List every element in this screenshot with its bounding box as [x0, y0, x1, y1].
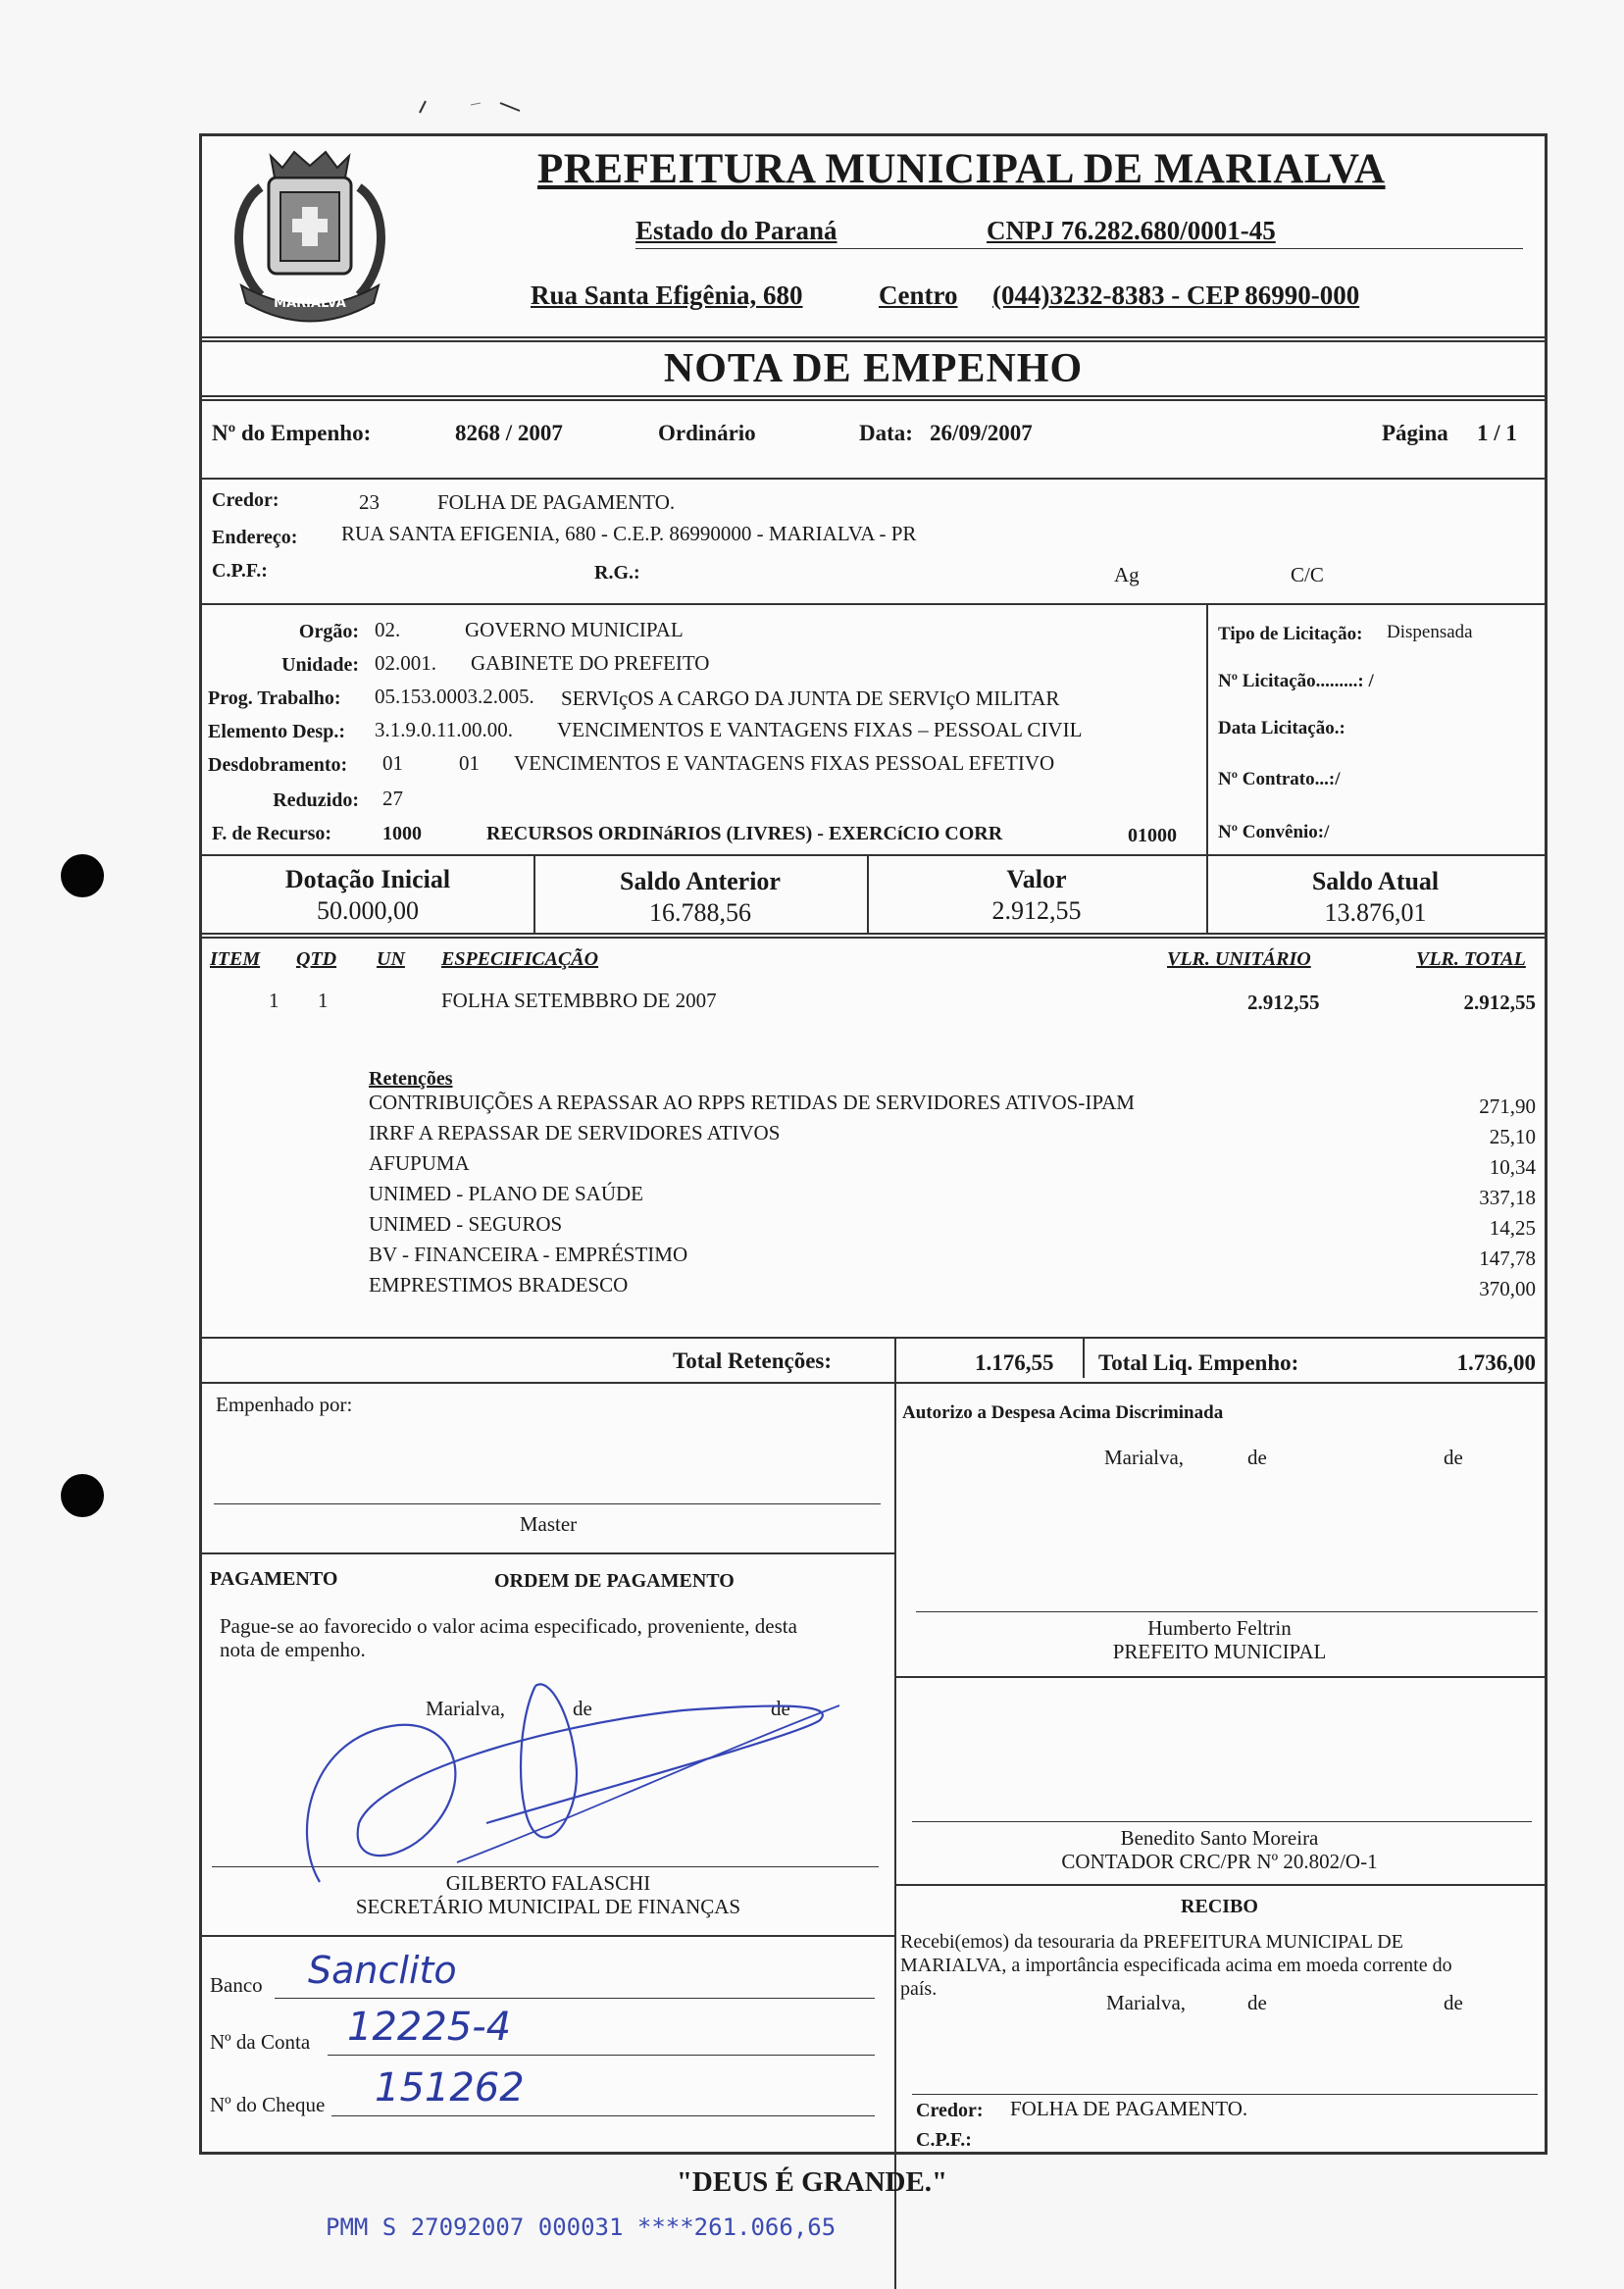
valor-value: 2.912,55	[991, 896, 1082, 925]
credor-name: FOLHA DE PAGAMENTO.	[437, 490, 676, 514]
retencao-desc: IRRF A REPASSAR DE SERVIDORES ATIVOS	[369, 1121, 781, 1144]
retencao-value: 271,90	[1479, 1094, 1536, 1118]
retencao-desc: BV - FINANCEIRA - EMPRÉSTIMO	[369, 1243, 688, 1266]
district-label: Centro	[879, 280, 958, 310]
autorizo-de-1: de	[1247, 1446, 1267, 1469]
endereco-label: Endereço:	[212, 527, 298, 548]
recibo-text-1: Recebi(emos) da tesouraria da PREFEITURA MUNICIPAL DE	[900, 1931, 1403, 1953]
valor-label: Valor	[1006, 865, 1067, 893]
desdobramento-code-1: 01	[382, 751, 403, 775]
item-number: 1	[269, 989, 279, 1012]
reduzido-label: Reduzido:	[273, 789, 359, 811]
orgao-label: Orgão:	[298, 621, 359, 642]
autorizo-de-2: de	[1444, 1446, 1463, 1469]
total-liquido-value: 1.736,00	[1456, 1350, 1536, 1375]
saldo-anterior-value: 16.788,56	[649, 898, 751, 927]
total-retencoes-value: 1.176,55	[975, 1350, 1054, 1375]
scan-mark	[412, 93, 530, 123]
prog-trabalho-code: 05.153.0003.2.005.	[375, 685, 534, 708]
recurso-code: 1000	[382, 823, 422, 844]
recibo-title: RECIBO	[1181, 1896, 1258, 1917]
prefeito-role: PREFEITO MUNICIPAL	[1112, 1640, 1327, 1663]
recibo-text-3: país.	[900, 1978, 938, 2000]
recurso-name: RECURSOS ORDINáRIOS (LIVRES) - EXERCíCIO CORR	[486, 823, 1003, 844]
svg-text:MARIALVA: MARIALVA	[274, 296, 346, 311]
phone-cep-label: (044)3232-8383 - CEP 86990-000	[992, 280, 1360, 310]
credor-label: Credor:	[212, 489, 279, 511]
col-qtd: QTD	[296, 948, 337, 970]
contador-role: CONTADOR CRC/PR Nº 20.802/O-1	[1061, 1850, 1378, 1873]
item-spec: FOLHA SETEMBBRO DE 2007	[441, 989, 717, 1012]
orgao-code: 02.	[375, 618, 401, 641]
elemento-label: Elemento Desp.:	[208, 721, 345, 742]
municipal-crest-icon	[212, 138, 408, 334]
retencao-value: 14,25	[1489, 1216, 1536, 1240]
elemento-code: 3.1.9.0.11.00.00.	[375, 718, 513, 741]
prefeito-name: Humberto Feltrin	[1147, 1616, 1292, 1640]
recibo-de-2: de	[1444, 1991, 1463, 2014]
empenho-date-label: Data:	[859, 421, 913, 445]
empenho-number-label: Nº do Empenho:	[212, 421, 372, 445]
retencao-desc: CONTRIBUIÇÕES A REPASSAR AO RPPS RETIDAS DE SERVIDORES ATIVOS-IPAM	[369, 1091, 1135, 1114]
recibo-text-2: MARIALVA, a importância especificada acima em moeda corrente do	[900, 1955, 1452, 1976]
col-unit-value: VLR. UNITÁRIO	[1167, 948, 1311, 970]
orgao-name: GOVERNO MUNICIPAL	[465, 618, 684, 641]
cpf-label: C.P.F.:	[212, 560, 268, 582]
item-total-value: 2.912,55	[1463, 991, 1536, 1014]
empenho-document	[199, 133, 1548, 2155]
credor-code: 23	[359, 490, 380, 514]
empenho-number: 8268 / 2007	[455, 421, 563, 445]
col-spec: ESPECIFICAÇÃO	[441, 948, 599, 970]
empenho-type: Ordinário	[658, 421, 756, 445]
pagamento-label: PAGAMENTO	[210, 1568, 338, 1590]
desdobramento-label: Desdobramento:	[208, 754, 348, 776]
pagamento-de-2: de	[771, 1697, 790, 1720]
autorizo-label: Autorizo a Despesa Acima Discriminada	[902, 1402, 1224, 1423]
numero-convenio: Nº Convênio:/	[1218, 822, 1330, 842]
cheque-label: Nº do Cheque	[210, 2093, 326, 2116]
retencao-desc: EMPRESTIMOS BRADESCO	[369, 1273, 629, 1297]
banco-label: Banco	[210, 1973, 263, 1997]
retencao-value: 10,34	[1489, 1155, 1536, 1179]
retencao-desc: UNIMED - PLANO DE SAÚDE	[369, 1182, 643, 1205]
saldo-atual-label: Saldo Atual	[1311, 867, 1440, 895]
tipo-licitacao-value: Dispensada	[1387, 622, 1473, 642]
recibo-de-1: de	[1247, 1991, 1267, 2014]
retencao-value: 147,78	[1479, 1246, 1536, 1270]
recibo-cpf-label: C.P.F.:	[916, 2129, 972, 2151]
recurso-code-2: 01000	[1128, 825, 1177, 846]
empenhado-por-name: Master	[519, 1512, 578, 1536]
cnpj-label: CNPJ 76.282.680/0001-45	[987, 216, 1276, 245]
conta-value: 12225-4	[347, 2005, 512, 2050]
page-number: 1 / 1	[1477, 421, 1517, 445]
numero-licitacao: Nº Licitação.........: /	[1218, 671, 1374, 691]
pagamento-city: Marialva,	[426, 1697, 506, 1720]
ag-label: Ag	[1114, 563, 1140, 586]
desdobramento-name: VENCIMENTOS E VANTAGENS FIXAS PESSOAL EFETIVO	[514, 751, 1055, 775]
recibo-credor-value: FOLHA DE PAGAMENTO.	[1010, 2097, 1248, 2120]
signature-scribble	[290, 1666, 859, 1892]
retencao-value: 370,00	[1479, 1277, 1536, 1300]
data-licitacao: Data Licitação.:	[1218, 718, 1345, 738]
col-total-value: VLR. TOTAL	[1416, 948, 1526, 970]
ordem-pagamento-label: ORDEM DE PAGAMENTO	[494, 1570, 735, 1592]
recurso-label: F. de Recurso:	[212, 823, 332, 844]
pagamento-text-2: nota de empenho.	[220, 1638, 366, 1661]
unidade-name: GABINETE DO PREFEITO	[471, 651, 710, 675]
payment-stamp: PMM S 27092007 000031 ****261.066,65	[326, 2213, 837, 2241]
col-item: ITEM	[210, 948, 261, 970]
recibo-city: Marialva,	[1106, 1991, 1187, 2014]
retencao-desc: AFUPUMA	[369, 1151, 470, 1175]
state-label: Estado do Paraná	[635, 216, 837, 245]
retencao-value: 25,10	[1489, 1125, 1536, 1148]
retencao-desc: UNIMED - SEGUROS	[369, 1212, 563, 1236]
binder-hole-bottom	[61, 1474, 104, 1517]
dotacao-inicial-label: Dotação Inicial	[284, 865, 451, 893]
empenho-date: 26/09/2007	[930, 421, 1033, 445]
endereco-value: RUA SANTA EFIGENIA, 680 - C.E.P. 86990000 - MARIALVA - PR	[341, 522, 917, 545]
numero-contrato: Nº Contrato...:/	[1218, 769, 1341, 789]
saldo-atual-value: 13.876,01	[1324, 898, 1427, 927]
desdobramento-code-2: 01	[459, 751, 480, 775]
document-title: NOTA DE EMPENHO	[663, 346, 1084, 391]
municipality-title: PREFEITURA MUNICIPAL DE MARIALVA	[537, 146, 1386, 192]
prog-trabalho-label: Prog. Trabalho:	[208, 687, 341, 709]
rg-label: R.G.:	[594, 562, 640, 584]
cc-label: C/C	[1291, 563, 1324, 586]
total-retencoes-label: Total Retenções:	[673, 1348, 833, 1373]
contador-name: Benedito Santo Moreira	[1120, 1826, 1319, 1850]
conta-label: Nº da Conta	[210, 2030, 311, 2054]
tipo-licitacao-label: Tipo de Licitação:	[1218, 624, 1363, 644]
pagamento-de-1: de	[573, 1697, 592, 1720]
unidade-label: Unidade:	[281, 654, 359, 676]
item-qtd: 1	[318, 989, 329, 1012]
secretario-name: GILBERTO FALASCHI	[445, 1871, 651, 1895]
banco-value: Sanclito	[308, 1949, 457, 1992]
prog-trabalho-name: SERVIçOS A CARGO DA JUNTA DE SERVIçO MILITAR	[561, 687, 1060, 710]
motto: "DEUS É GRANDE."	[676, 2166, 948, 2198]
page-label: Página	[1382, 421, 1448, 445]
cheque-value: 151262	[375, 2065, 525, 2111]
elemento-name: VENCIMENTOS E VANTAGENS FIXAS – PESSOAL CIVIL	[557, 718, 1083, 741]
col-un: UN	[377, 948, 405, 970]
retencoes-title: Retenções	[369, 1068, 453, 1090]
dotacao-inicial-value: 50.000,00	[317, 896, 419, 925]
street-label: Rua Santa Efigênia, 680	[531, 280, 803, 310]
recibo-credor-label: Credor:	[916, 2100, 984, 2121]
pagamento-text-1: Pague-se ao favorecido o valor acima especificado, proveniente, desta	[220, 1614, 797, 1638]
secretario-role: SECRETÁRIO MUNICIPAL DE FINANÇAS	[355, 1895, 741, 1918]
saldo-anterior-label: Saldo Anterior	[620, 867, 781, 895]
item-unit-value: 2.912,55	[1247, 991, 1320, 1014]
autorizo-city: Marialva,	[1104, 1446, 1185, 1469]
binder-hole-top	[61, 854, 104, 897]
empenhado-por-label: Empenhado por:	[216, 1393, 353, 1416]
unidade-code: 02.001.	[375, 651, 436, 675]
reduzido-value: 27	[382, 787, 403, 810]
total-liquido-label: Total Liq. Empenho:	[1098, 1350, 1299, 1375]
retencao-value: 337,18	[1479, 1186, 1536, 1209]
